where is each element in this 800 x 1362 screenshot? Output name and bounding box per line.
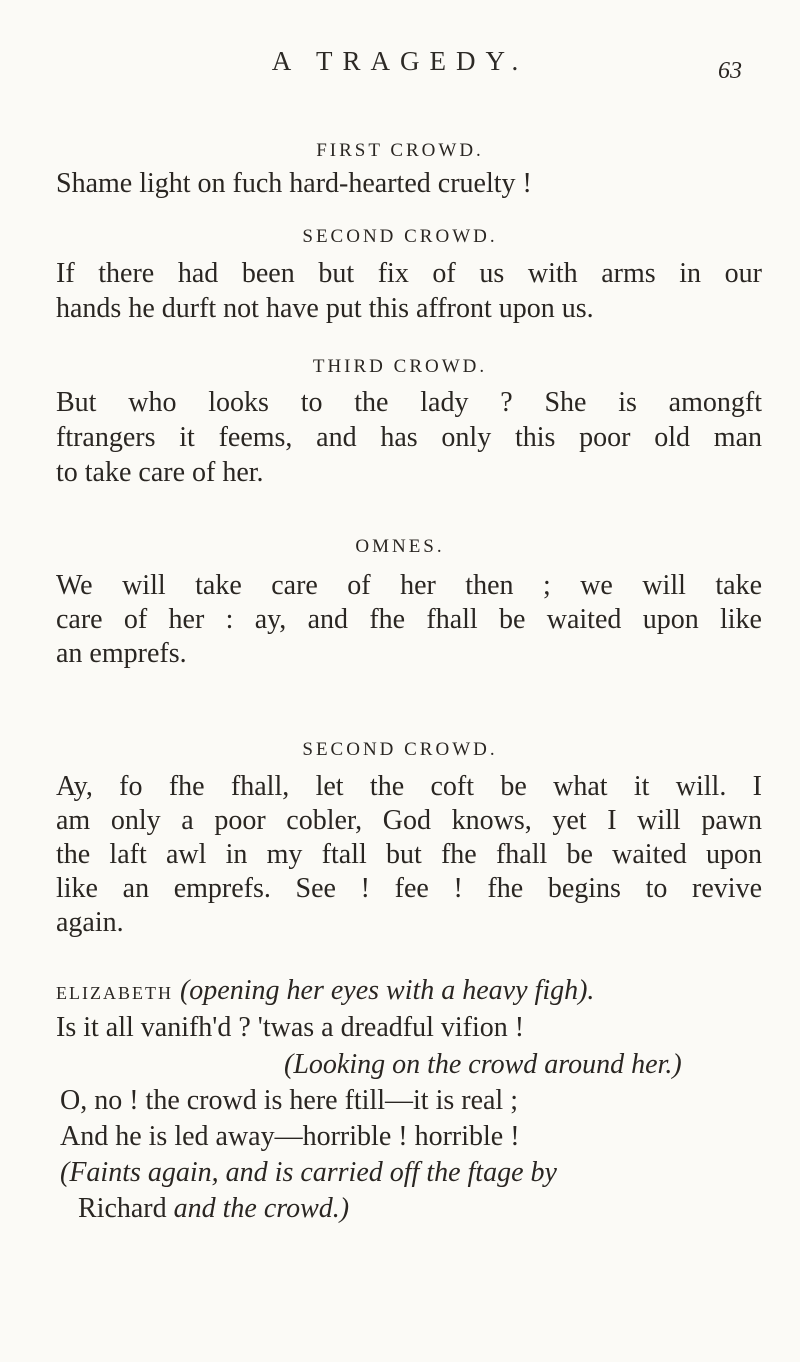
character-name: Richard <box>78 1193 167 1224</box>
speaker-elizabeth: ELIZABETH <box>56 983 173 1003</box>
text-line: to take care of her. <box>56 457 264 488</box>
running-title: A TRAGEDY. <box>271 46 529 76</box>
stage-direction-line <box>78 1193 349 1225</box>
speaker-second-crowd: SECOND CROWD. <box>302 226 498 247</box>
stage-direction: (Looking on the crowd around her.) <box>284 1049 682 1080</box>
text-line: But who looks to the lady ? She is amongft <box>56 387 762 418</box>
text-line: an emprefs. <box>56 638 187 669</box>
text-line: We will take care of her then ; we will take <box>56 570 762 601</box>
verse-line: And he is led away—horrible ! horrible ! <box>60 1121 520 1152</box>
speaker-third-crowd: THIRD CROWD. <box>312 356 488 377</box>
text-line: the laft awl in my ftall but fhe fhall be waited upon <box>56 839 762 870</box>
verse-line: O, no ! the crowd is here ftill—it is real ; <box>60 1085 518 1116</box>
text-line: hands he durft not have put this affront upon us. <box>56 293 594 324</box>
text-line: care of her : ay, and fhe fhall be waited upon like <box>56 604 762 635</box>
verse-line: Is it all vanifh'd ? 'twas a dreadful vifion ! <box>56 1012 525 1043</box>
speaker-elizabeth-line <box>56 975 594 1007</box>
speaker-first-crowd: FIRST CROWD. <box>316 140 484 161</box>
stage-direction: (opening her eyes with a heavy figh). <box>179 975 595 1006</box>
page-number: 63 <box>718 58 742 84</box>
text-line: again. <box>56 907 124 938</box>
text-line: like an emprefs. See ! fee ! fhe begins to revive <box>56 873 762 904</box>
text-line: If there had been but fix of us with arms in our <box>56 258 762 289</box>
text-line: Shame light on fuch hard-hearted cruelty ! <box>56 168 532 199</box>
text-line: ftrangers it feems, and has only this poor old man <box>56 422 762 453</box>
speaker-omnes: OMNES. <box>355 536 445 557</box>
stage-direction: (Faints again, and is carried off the ftage by <box>60 1157 557 1188</box>
text-line: am only a poor cobler, God knows, yet I will pawn <box>56 805 762 836</box>
stage-direction: and the crowd.) <box>166 1193 350 1224</box>
speaker-second-crowd: SECOND CROWD. <box>302 739 498 760</box>
text-line: Ay, fo fhe fhall, let the coft be what it will. I <box>56 771 762 802</box>
